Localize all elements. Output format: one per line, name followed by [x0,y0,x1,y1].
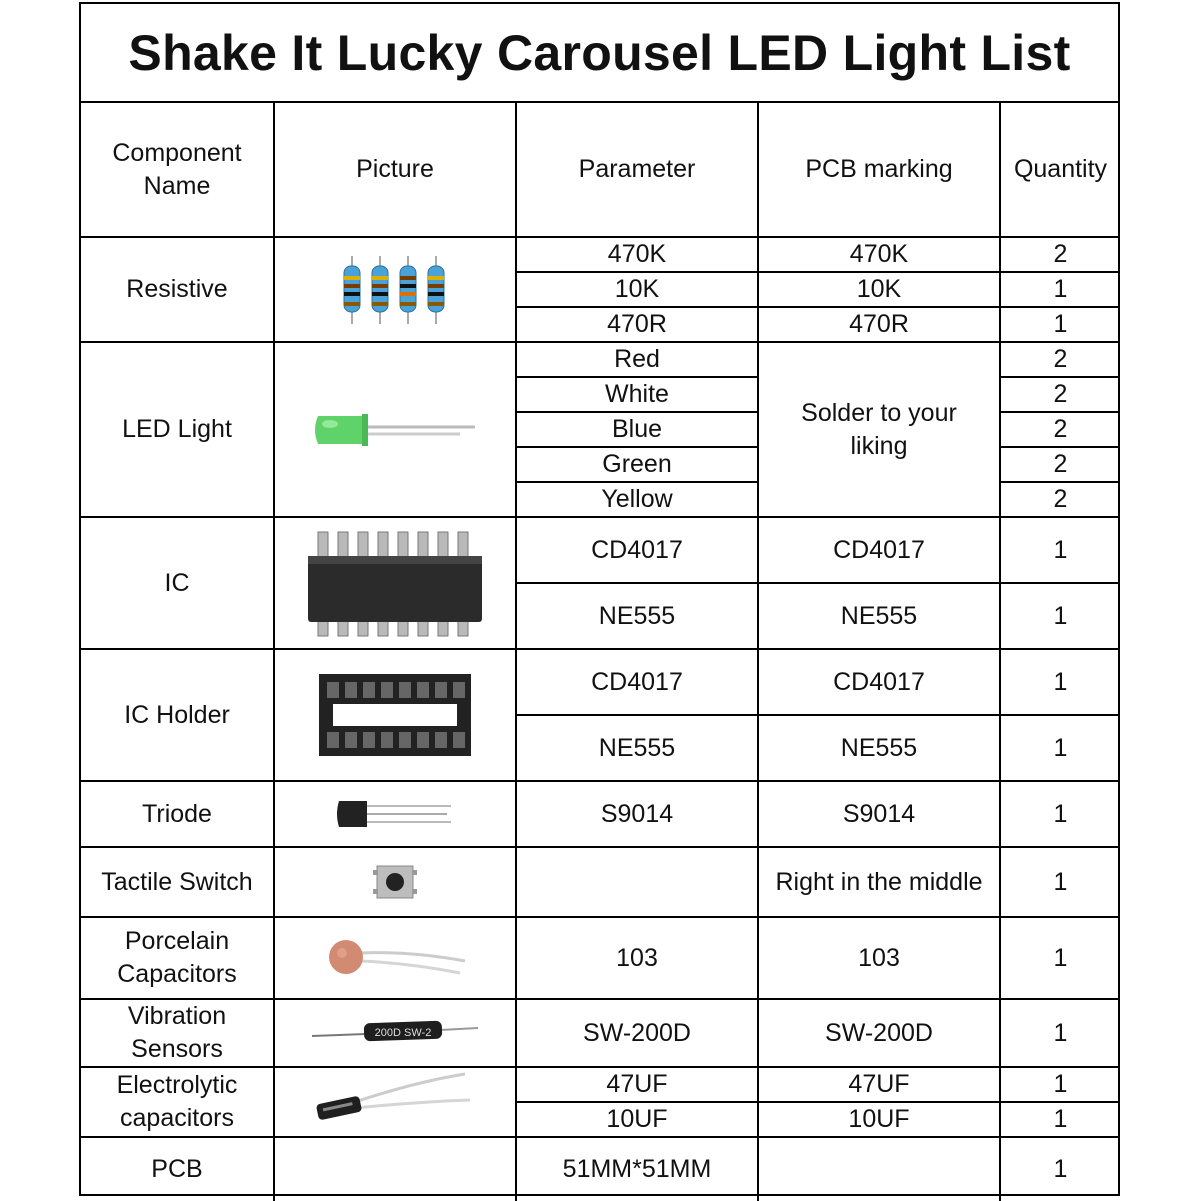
header-quantity: Quantity [1000,103,1120,237]
quantity-cell: 2 [1000,237,1120,272]
pcb-marking-cell: NE555 [758,715,1000,781]
quantity-cell: 1 [1000,847,1120,917]
parameter-cell: NE555 [516,583,758,649]
component-list-sheet [79,2,1120,1196]
header-pcb-marking: PCB marking [758,103,1000,237]
component-name: IC Holder [81,649,274,781]
quantity-cell: 1 [1000,917,1120,999]
ic-socket-icon [274,649,516,781]
pcb-marking-cell: NE555 [758,583,1000,649]
pcb-marking-cell: SW-200D [758,999,1000,1067]
electrolytic-capacitor-icon [274,1067,516,1137]
component-table [81,103,1120,1201]
table-row [81,917,1120,999]
quantity-cell: 2 [1000,342,1120,377]
quantity-cell: 2 [1000,482,1120,517]
quantity-cell: 1 [1000,517,1120,583]
component-name: Triode [81,781,274,847]
header-picture: Picture [274,103,516,237]
component-name: Vibration Sensors [81,999,274,1067]
ceramic-capacitor-icon [274,917,516,999]
pcb-marking-cell: Right in the middle [758,847,1000,917]
quantity-cell: 2 [1000,447,1120,482]
parameter-cell [516,847,758,917]
parameter-cell: S9014 [516,781,758,847]
parameter-cell: 10UF [516,1102,758,1137]
quantity-cell: 1 [1000,715,1120,781]
table-row [81,517,1120,583]
parameter-cell: Blue [516,412,758,447]
component-name: Tactile Switch [81,847,274,917]
transistor-icon [274,781,516,847]
parameter-cell: White [516,377,758,412]
parameter-cell: Green [516,447,758,482]
parameter-cell: CD4017 [516,649,758,715]
header-parameter: Parameter [516,103,758,237]
parameter-cell: CD4017 [516,517,758,583]
component-name: Electrolytic capacitors [81,1067,274,1137]
pcb-marking-cell: 103 [758,917,1000,999]
pcb-marking-cell: 470R [758,307,1000,342]
sensor-marking: 200D SW-2 [374,1027,432,1039]
parameter-cell: Yellow [516,482,758,517]
table-row [81,1137,1120,1201]
quantity-cell: 1 [1000,1137,1120,1201]
quantity-cell: 1 [1000,1102,1120,1137]
parameter-cell: 10K [516,272,758,307]
table-row [81,342,1120,377]
pcb-marking-cell: 10UF [758,1102,1000,1137]
tactile-switch-icon [274,847,516,917]
quantity-cell: 2 [1000,377,1120,412]
quantity-cell: 1 [1000,781,1120,847]
quantity-cell: 1 [1000,307,1120,342]
header-component-name: Component Name [81,103,274,237]
quantity-cell: 1 [1000,583,1120,649]
quantity-cell: 1 [1000,1067,1120,1102]
ic-chip-icon [274,517,516,649]
pcb-marking-cell: 47UF [758,1067,1000,1102]
component-name: PCB [81,1137,274,1201]
parameter-cell: 47UF [516,1067,758,1102]
pcb-marking-cell: Solder to your liking [758,342,1000,517]
parameter-cell: 470R [516,307,758,342]
parameter-cell: SW-200D [516,999,758,1067]
component-name: LED Light [81,342,274,517]
table-row [81,237,1120,272]
table-row [81,999,1120,1067]
parameter-cell: Red [516,342,758,377]
resistor-icon [274,237,516,342]
led-icon [274,342,516,517]
pcb-marking-cell [758,1137,1000,1201]
table-row [81,1067,1120,1102]
picture-cell-empty [274,1137,516,1201]
parameter-cell: NE555 [516,715,758,781]
quantity-cell: 1 [1000,272,1120,307]
component-name: IC [81,517,274,649]
component-name: Resistive [81,237,274,342]
table-row [81,847,1120,917]
pcb-marking-cell: CD4017 [758,649,1000,715]
table-row [81,781,1120,847]
component-name: Porcelain Capacitors [81,917,274,999]
quantity-cell: 1 [1000,649,1120,715]
vibration-sensor-icon [274,999,516,1067]
parameter-cell: 103 [516,917,758,999]
pcb-marking-cell: 10K [758,272,1000,307]
pcb-marking-cell: CD4017 [758,517,1000,583]
parameter-cell: 51MM*51MM [516,1137,758,1201]
page-title: Shake It Lucky Carousel LED Light List [81,4,1118,103]
parameter-cell: 470K [516,237,758,272]
table-row [81,649,1120,715]
quantity-cell: 2 [1000,412,1120,447]
header-row [81,103,1120,237]
pcb-marking-cell: S9014 [758,781,1000,847]
pcb-marking-cell: 470K [758,237,1000,272]
quantity-cell: 1 [1000,999,1120,1067]
